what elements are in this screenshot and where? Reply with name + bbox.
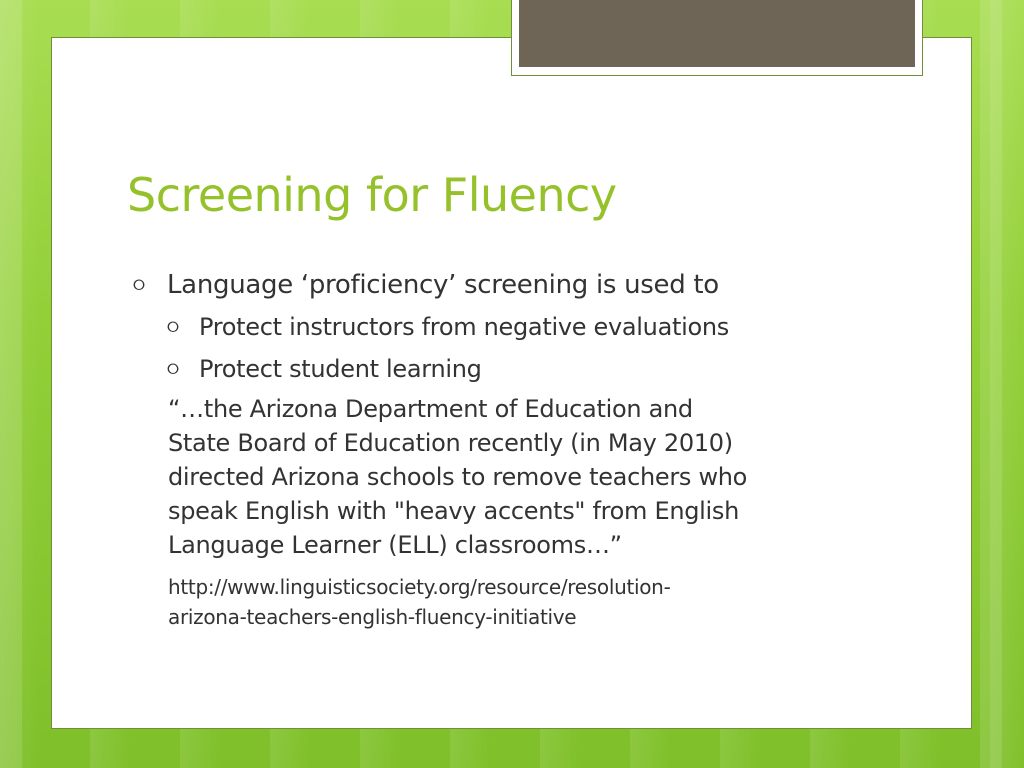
sub-bullet-text: Protect instructors from negative evaluations [199, 313, 729, 341]
source-url [131, 572, 911, 632]
quote-line: speak English with "heavy accents" from English [168, 497, 740, 525]
header-tab-fill [519, 0, 915, 67]
quote-line: “…the Arizona Department of Education and [168, 395, 693, 423]
sub-bullet-item [131, 306, 911, 348]
sub-bullet-item [131, 348, 911, 390]
quote-line: directed Arizona schools to remove teachers who [168, 463, 748, 491]
source-url-line: arizona-teachers-english-fluency-initiative [168, 605, 577, 629]
quote-block [131, 392, 888, 562]
background-stripe [980, 0, 1002, 768]
hollow-circle-bullet-icon: ⭘ [133, 276, 145, 294]
bullet-item [131, 264, 911, 306]
hollow-circle-bullet-icon: ⭘ [167, 360, 179, 378]
bullet-text: Language ‘proficiency’ screening is used to [167, 270, 719, 300]
sub-bullet-text: Protect student learning [199, 355, 482, 383]
slide-title: Screening for Fluency [127, 168, 617, 222]
header-tab [511, 0, 923, 76]
slide-body [131, 264, 911, 632]
quote-line: Language Learner (ELL) classrooms…” [168, 531, 622, 559]
hollow-circle-bullet-icon: ⭘ [167, 318, 179, 336]
source-url-line: http://www.linguisticsociety.org/resource/resolution- [168, 575, 671, 599]
quote-line: State Board of Education recently (in May 2010) [168, 429, 733, 457]
background-stripe [0, 0, 22, 768]
